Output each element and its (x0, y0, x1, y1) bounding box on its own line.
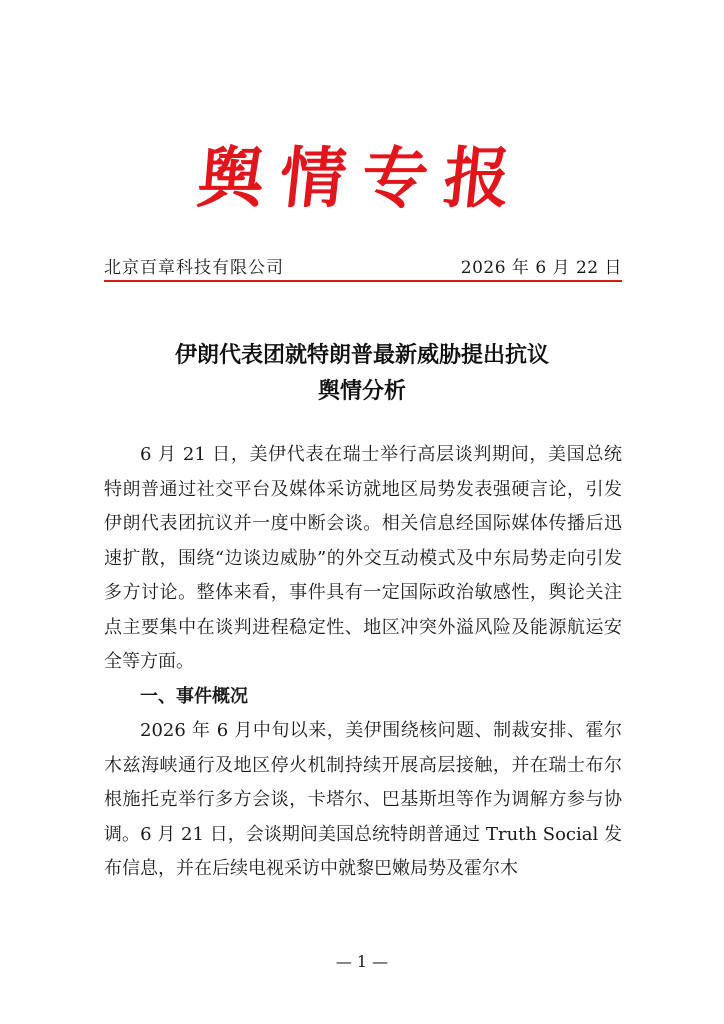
masthead-title: 舆情专报 (193, 139, 531, 217)
report-date: 2026 年 6 月 22 日 (460, 258, 622, 278)
header-divider (104, 280, 622, 282)
page-number: — 1 — (335, 952, 389, 971)
company-name: 北京百章科技有限公司 (104, 258, 284, 278)
document-header (104, 256, 622, 280)
overview-paragraph: 2026 年 6 月中旬以来，美伊围绕核问题、制裁安排、霍尔木兹海峡通行及地区停火机制持续开展高层接触，并在瑞士布尔根施托克举行多方会谈，卡塔尔、巴基斯坦等作为调解方参与协调。6 月 21 日，会谈期间美国总统特朗普通过 Truth Social 发布信息，并在后续电视采访中就黎巴嫩局势及霍尔木 (104, 720, 622, 879)
report-title-line-2: 舆情分析 (317, 379, 406, 404)
report-title (80, 338, 644, 410)
section-heading-overview: 一、事件概况 (140, 685, 248, 707)
report-title-line-1: 伊朗代表团就特朗普最新威胁提出抗议 (174, 343, 549, 368)
intro-paragraph: 6 月 21 日，美伊代表在瑞士举行高层谈判期间，美国总统特朗普通过社交平台及媒体采访就地区局势发表强硬言论，引发伊朗代表团抗议并一度中断会谈。相关信息经国际媒体传播后迅速扩散，围绕“边谈边威胁”的外交互动模式及中东局势走向引发多方讨论。整体来看，事件具有一定国际政治敏感性，舆论关注点主要集中在谈判进程稳定性、地区冲突外溢风险及能源航运安全等方面。 (104, 444, 622, 672)
report-body (104, 438, 622, 887)
